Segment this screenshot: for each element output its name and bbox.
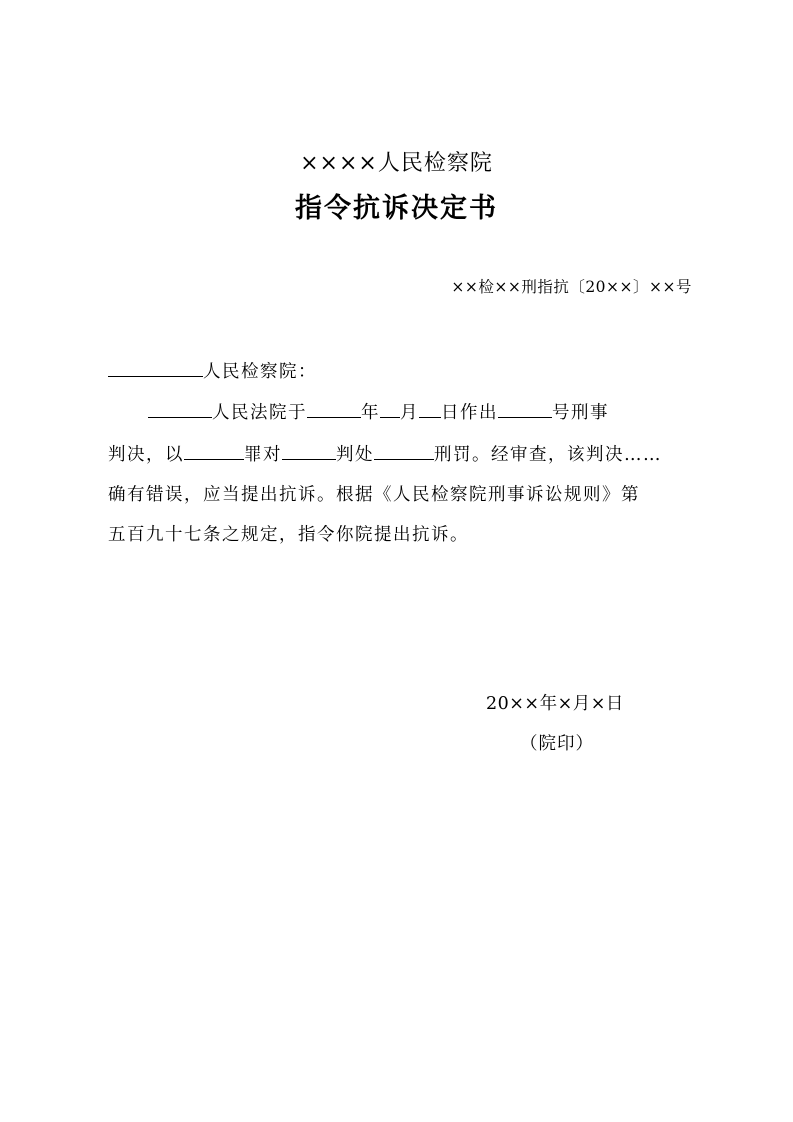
addressee-blank	[108, 357, 203, 377]
penalty-label: 刑罚。经审查，该判决……	[434, 445, 662, 465]
body-line-4: 五百九十七条之规定，指令你院提出抗诉。	[108, 525, 469, 545]
addressee-label: 人民检察院：	[203, 362, 317, 382]
day-label: 日作出	[441, 403, 498, 423]
number-suffix-label: 号刑事	[552, 403, 609, 423]
addressee-line	[108, 357, 317, 385]
day-blank	[419, 398, 441, 418]
crime-blank	[184, 440, 244, 460]
body-line-2	[108, 440, 662, 468]
sentence-label: 判处	[336, 445, 374, 465]
judgment-prefix: 判决，以	[108, 445, 184, 465]
year-label: 年	[361, 403, 380, 423]
body-line-1	[148, 398, 609, 426]
crime-label: 罪对	[244, 445, 282, 465]
organization-title: ××××人民检察院	[300, 151, 493, 176]
seal-placeholder: （院印）	[520, 734, 594, 754]
month-blank	[380, 398, 400, 418]
defendant-blank	[282, 440, 336, 460]
court-label: 人民法院于	[212, 403, 307, 423]
document-title: 指令抗诉决定书	[295, 193, 498, 224]
document-number: ××检××刑指抗〔20××〕××号	[451, 278, 692, 296]
body-line-3: 确有错误，应当提出抗诉。根据《人民检察院刑事诉讼规则》第	[108, 485, 640, 505]
year-blank	[307, 398, 361, 418]
month-label: 月	[400, 403, 419, 423]
court-blank	[148, 398, 212, 418]
case-number-blank	[498, 398, 552, 418]
issue-date: 20××年×月×日	[486, 694, 624, 714]
penalty-blank	[374, 440, 434, 460]
